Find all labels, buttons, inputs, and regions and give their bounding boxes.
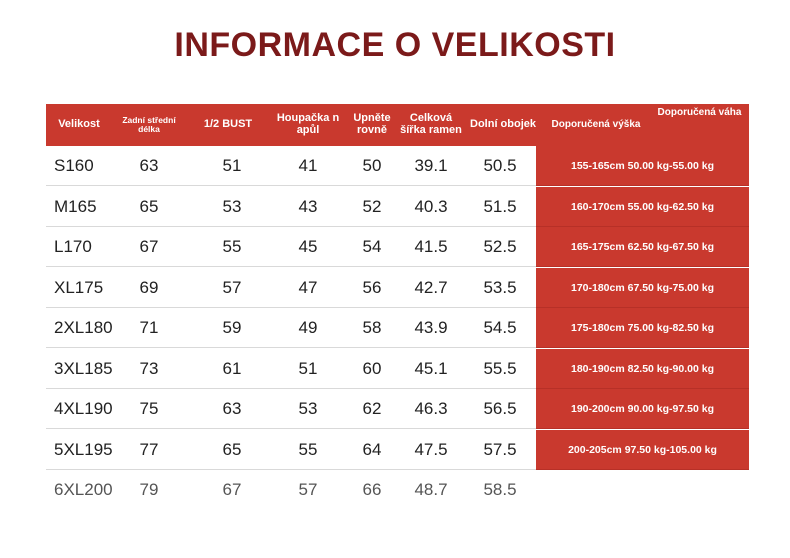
hem-cell: 58.5 <box>483 480 517 499</box>
collar-cell: 64 <box>362 439 382 459</box>
table-row <box>46 430 749 470</box>
hem-cell: 53.5 <box>483 277 517 297</box>
size-cell: L170 <box>54 237 92 256</box>
header-back-length: Zadní střední délka <box>122 115 176 134</box>
collar-cell: 52 <box>362 196 382 216</box>
shoulder-cell: 47.5 <box>414 439 448 459</box>
hem-cell: 51.5 <box>483 196 517 216</box>
half-bust-cell: 51 <box>222 156 242 175</box>
size-cell: 3XL185 <box>54 358 113 378</box>
half-bust-cell: 59 <box>222 318 242 337</box>
sleeve-cell: 41 <box>298 156 318 175</box>
size-cell: 2XL180 <box>54 318 113 337</box>
shoulder-cell: 43.9 <box>414 318 448 337</box>
collar-cell: 56 <box>362 277 382 297</box>
back-length-cell: 67 <box>139 237 159 256</box>
header-collar: Upněte rovně <box>353 112 391 136</box>
table-row <box>46 308 749 348</box>
sleeve-cell: 49 <box>298 318 318 337</box>
table-row <box>46 187 749 227</box>
sleeve-cell: 43 <box>298 196 318 216</box>
collar-cell: 62 <box>362 399 382 418</box>
hem-cell: 54.5 <box>483 318 517 337</box>
half-bust-cell: 65 <box>222 439 242 459</box>
sleeve-cell: 47 <box>298 277 318 297</box>
sleeve-cell: 55 <box>298 439 318 459</box>
shoulder-cell: 48.7 <box>414 480 448 499</box>
size-cell: XL175 <box>54 277 104 297</box>
header-sleeve: Houpačka n apůl <box>276 112 340 136</box>
page-title: INFORMACE O VELIKOSTI <box>174 26 616 64</box>
shoulder-cell: 40.3 <box>414 196 448 216</box>
table-row <box>46 146 749 186</box>
back-length-cell: 77 <box>139 439 159 459</box>
header-half-bust: 1/2 BUST <box>203 118 253 131</box>
recommended-cell: 170-180cm 67.50 kg-75.00 kg <box>536 268 749 308</box>
header-size: Velikost <box>58 118 100 131</box>
header-rec-height: Doporučená výška <box>551 118 641 130</box>
back-length-cell: 65 <box>139 196 159 216</box>
table-row <box>46 470 749 510</box>
half-bust-cell: 53 <box>222 196 242 216</box>
shoulder-cell: 45.1 <box>414 358 448 378</box>
header-shoulder: Celková šířka ramen <box>400 112 462 136</box>
shoulder-cell: 46.3 <box>414 399 448 418</box>
back-length-cell: 71 <box>139 318 159 337</box>
table-row <box>46 349 749 389</box>
hem-cell: 52.5 <box>483 237 517 256</box>
recommended-cell: 190-200cm 90.00 kg-97.50 kg <box>536 389 749 429</box>
back-length-cell: 79 <box>139 480 159 499</box>
back-length-cell: 73 <box>139 358 159 378</box>
sleeve-cell: 53 <box>298 399 318 418</box>
half-bust-cell: 57 <box>222 277 242 297</box>
header-rec-weight: Doporučená váha <box>657 107 742 118</box>
sleeve-cell: 57 <box>298 480 318 499</box>
recommended-cell: 180-190cm 82.50 kg-90.00 kg <box>536 349 749 389</box>
size-cell: 4XL190 <box>54 399 113 418</box>
size-cell: S160 <box>54 156 94 175</box>
collar-cell: 58 <box>362 318 382 337</box>
recommended-cell <box>536 470 749 510</box>
shoulder-cell: 39.1 <box>414 156 448 175</box>
shoulder-cell: 41.5 <box>414 237 448 256</box>
collar-cell: 54 <box>362 237 382 256</box>
header-hem: Dolní obojek <box>470 118 536 131</box>
hem-cell: 55.5 <box>483 358 517 378</box>
back-length-cell: 75 <box>139 399 159 418</box>
size-cell: M165 <box>54 196 97 216</box>
recommended-cell: 165-175cm 62.50 kg-67.50 kg <box>536 227 749 267</box>
recommended-cell: 175-180cm 75.00 kg-82.50 kg <box>536 308 749 348</box>
hem-cell: 56.5 <box>483 399 517 418</box>
collar-cell: 50 <box>362 156 382 175</box>
recommended-cell: 155-165cm 50.00 kg-55.00 kg <box>536 146 749 186</box>
hem-cell: 50.5 <box>483 156 517 175</box>
half-bust-cell: 61 <box>222 358 242 378</box>
table-row <box>46 268 749 308</box>
half-bust-cell: 63 <box>222 399 242 418</box>
collar-cell: 66 <box>362 480 382 499</box>
sleeve-cell: 45 <box>298 237 318 256</box>
back-length-cell: 63 <box>139 156 159 175</box>
table-header <box>46 104 749 146</box>
half-bust-cell: 67 <box>222 480 242 499</box>
size-cell: 5XL195 <box>54 439 113 459</box>
shoulder-cell: 42.7 <box>414 277 448 297</box>
size-cell: 6XL200 <box>54 480 113 499</box>
half-bust-cell: 55 <box>222 237 242 256</box>
sleeve-cell: 51 <box>298 358 318 378</box>
back-length-cell: 69 <box>139 277 159 297</box>
recommended-cell: 160-170cm 55.00 kg-62.50 kg <box>536 187 749 227</box>
table-row <box>46 227 749 267</box>
table-row <box>46 389 749 429</box>
collar-cell: 60 <box>362 358 382 378</box>
recommended-cell: 200-205cm 97.50 kg-105.00 kg <box>536 430 749 470</box>
hem-cell: 57.5 <box>483 439 517 459</box>
